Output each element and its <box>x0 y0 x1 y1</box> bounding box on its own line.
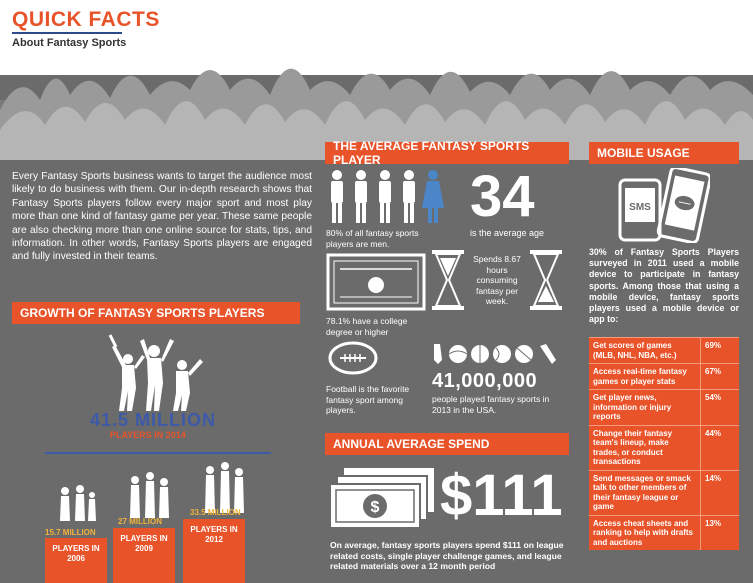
table-row: Access real-time fantasy games or player stats 67% <box>589 363 739 389</box>
celebrating-players-icon <box>100 333 210 413</box>
podium-2012-value: 33.5 MILLION <box>190 508 241 517</box>
table-row: Send messages or smack talk to other members of their fantasy league or game 14% <box>589 470 739 515</box>
growth-divider <box>45 452 271 454</box>
football-icon <box>328 338 378 378</box>
growth-headline-label: PLAYERS IN 2014 <box>110 430 186 440</box>
money-stack-icon <box>328 466 436 536</box>
table-row: Get player news, information or injury reports 54% <box>589 389 739 425</box>
average-age-value: 34 <box>470 164 535 229</box>
hours-stat-text: Spends 8.67 hours consuming fantasy per week. <box>473 254 521 306</box>
mobile-devices-icon <box>618 168 710 243</box>
podium-2009: PLAYERS IN 2009 <box>113 528 175 583</box>
players-2009-icon <box>120 470 175 520</box>
table-row: Get scores of games (MLB, NHL, NBA, etc.) 69% <box>589 337 739 363</box>
podium-2006-value: 15.7 MILLION <box>45 528 96 537</box>
sms-label: SMS <box>629 202 651 213</box>
table-row: Access cheat sheets and ranking to help with drafts and auctions 13% <box>589 515 739 551</box>
diploma-icon <box>326 253 426 311</box>
podium-2006: PLAYERS IN 2006 <box>45 538 107 583</box>
hourglass-left-icon <box>432 250 464 310</box>
spend-value: $111 <box>440 463 563 528</box>
players-count-text: people played fantasy sports in 2013 in the USA. <box>432 394 550 415</box>
page-title: QUICK FACTS <box>12 8 160 31</box>
hourglass-right-icon <box>530 250 562 310</box>
title-underline <box>12 32 122 34</box>
spend-section-title: ANNUAL AVERAGE SPEND <box>325 433 569 455</box>
sports-balls-icon <box>432 342 562 366</box>
spend-text: On average, fantasy sports players spend $111 on league related costs, single player challenge games, and league related materials over a 12 month period <box>330 540 564 571</box>
mobile-section-title: MOBILE USAGE <box>589 142 739 164</box>
growth-section-title: GROWTH OF FANTASY SPORTS PLAYERS <box>12 302 300 324</box>
table-row: Change their fantasy team's lineup, make trades, or conduct transactions 44% <box>589 425 739 470</box>
mobile-usage-table <box>589 337 739 550</box>
page-subtitle: About Fantasy Sports <box>12 37 127 49</box>
men-stat-text: 80% of all fantasy sports players are men. <box>326 228 419 249</box>
growth-headline-value: 41.5 MILLION <box>90 410 217 430</box>
podium-2009-value: 27 MILLION <box>118 517 163 526</box>
intro-paragraph: Every Fantasy Sports business wants to target the audience most likely to do business with them. Our in-depth research shows that Fantasy Sports players follow every major sport and most play more than one kind of fantasy game per year. These same people are also checking more than one online source for stats, tips, and information. In other words, Fantasy Sports players are engaged and fully invested in their teams. <box>12 171 312 263</box>
college-stat-text: 78.1% have a college degree or higher <box>326 316 408 337</box>
players-2012-icon <box>195 460 250 515</box>
average-age-text: is the average age <box>470 228 545 238</box>
svg-text:$: $ <box>370 499 380 516</box>
podium-2012: PLAYERS IN 2012 <box>183 519 245 583</box>
average-player-section-title: THE AVERAGE FANTASY SPORTS PLAYER <box>325 142 569 164</box>
football-stat-text: Football is the favorite fantasy sport among players. <box>326 384 410 415</box>
players-2006-icon <box>50 483 100 523</box>
people-ratio-icon <box>326 168 448 226</box>
players-count-value: 41,000,000 <box>432 370 538 392</box>
mobile-intro-text: 30% of Fantasy Sports Players surveyed in 2011 used a mobile device to participate in fantasy sports. Among those that using a mobile device, fantasy sports players used a mobile device or app to: <box>589 247 739 325</box>
